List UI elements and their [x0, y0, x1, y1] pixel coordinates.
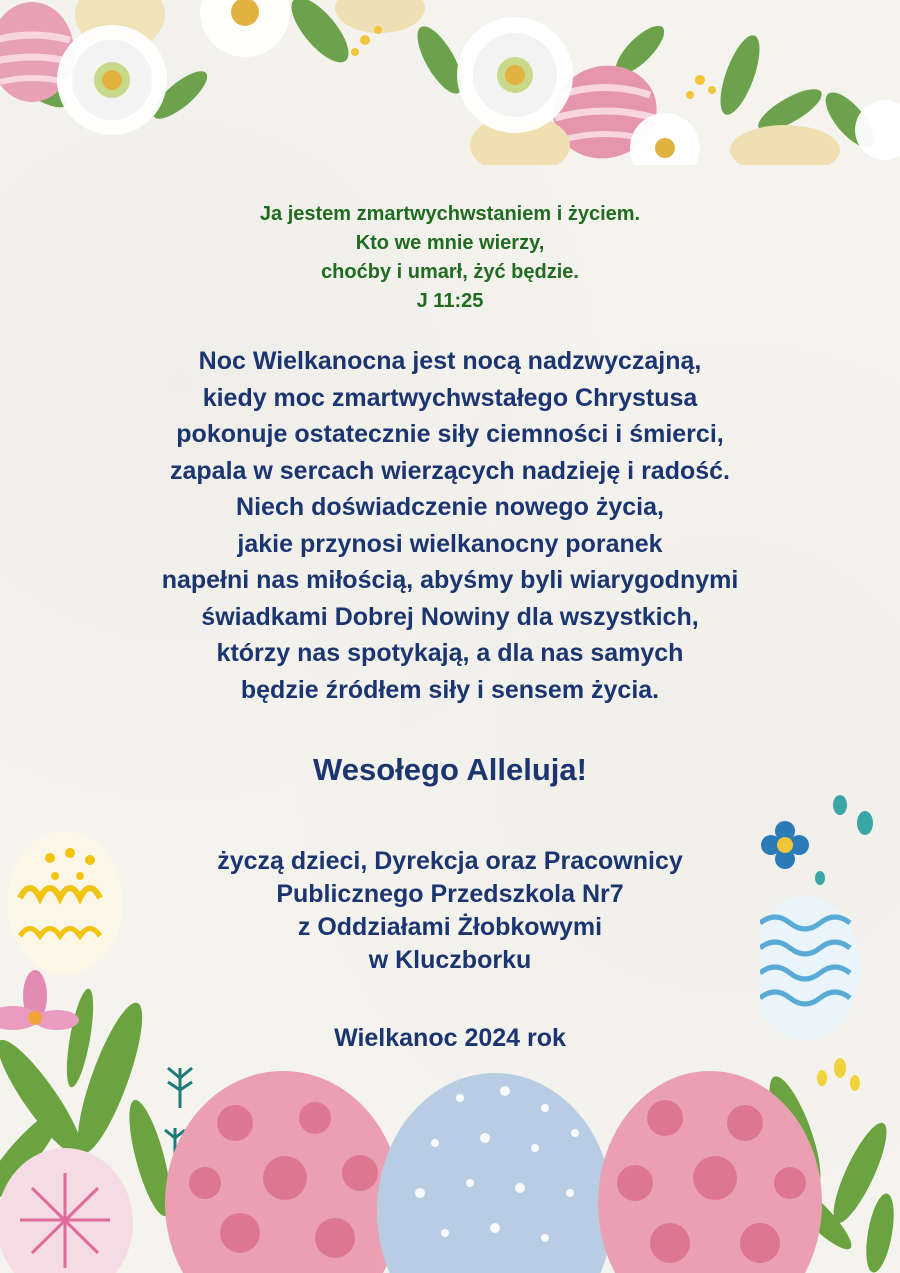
bible-verse: [0, 200, 900, 316]
signer-line: życzą dzieci, Dyrekcja oraz Pracownicy: [217, 847, 683, 875]
signers-block: [0, 845, 900, 977]
flower-garland-top: [0, 0, 900, 165]
message-line: będzie źródłem siły i sensem życia.: [240, 675, 660, 704]
message-line: Niech doświadczenie nowego życia,: [236, 493, 664, 521]
easter-message: [0, 343, 900, 708]
date-line: Wielkanoc 2024 rok: [334, 1024, 566, 1052]
message-line: napełni nas miłością, abyśmy byli wiarygodnymi: [161, 566, 739, 594]
message-line: jakie przynosi wielkanocny poranek: [237, 529, 663, 558]
verse-line: choćby i umarł, żyć będzie.: [321, 261, 579, 283]
signer-line: w Kluczborku: [368, 946, 532, 974]
message-line: kiedy moc zmartwychwstałego Chrystusa: [202, 383, 698, 412]
verse-line: Kto we mnie wierzy,: [355, 232, 545, 254]
verse-line: Ja jestem zmartwychwstaniem i życiem.: [259, 203, 641, 225]
greeting-heading: Wesołego Alleluja!: [313, 752, 587, 787]
message-line: pokonuje ostatecznie siły ciemności i śmierci,: [176, 420, 724, 448]
signer-line: Publicznego Przedszkola Nr7: [276, 880, 624, 908]
signer-line: z Oddziałami Żłobkowymi: [297, 913, 603, 941]
verse-reference: J 11:25: [416, 290, 484, 312]
message-line: zapala w sercach wierzących nadzieję i radość.: [170, 456, 730, 485]
message-line: świadkami Dobrej Nowiny dla wszystkich,: [201, 602, 699, 631]
message-line: Noc Wielkanocna jest nocą nadzwyczajną,: [198, 347, 702, 375]
easter-eggs-bottom: [165, 1063, 825, 1273]
message-line: którzy nas spotykają, a dla nas samych: [216, 639, 684, 667]
